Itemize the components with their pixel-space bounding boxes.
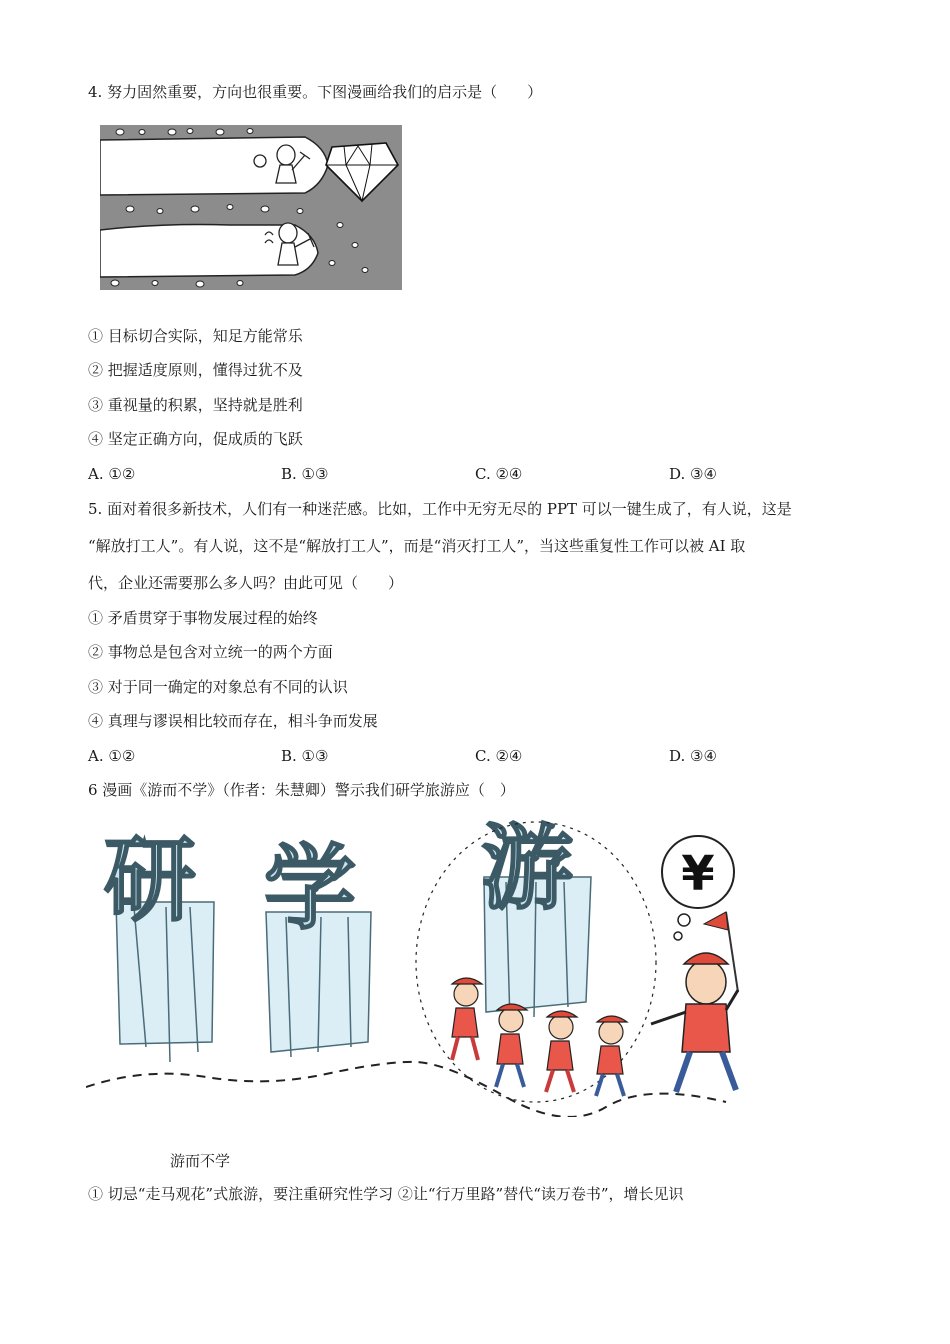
child-figure-2 xyxy=(496,1004,527,1087)
comic-char-3: 游 xyxy=(481,815,574,922)
yuan-sign-icon: ¥ xyxy=(681,846,715,902)
q4-option-b[interactable]: B. ①③ xyxy=(281,465,329,483)
child-figure-3 xyxy=(546,1011,577,1092)
dashed-path xyxy=(86,1062,726,1117)
q5-stem-line-2: “解放打工人”。有人说，这不是“解放打工人”，而是“消灭打工人”，当这些重复性工作可以被 AI 取 xyxy=(88,537,746,555)
q6-items-line: ① 切忌“走马观花”式旅游，要注重研究性学习 ②让“行万里路”替代“读万卷书”，增长见识 xyxy=(88,1185,684,1203)
guide-figure xyxy=(651,953,738,1092)
q6-stem: 6 漫画《游而不学》（作者：朱慧卿）警示我们研学旅游应（ ） xyxy=(88,781,515,799)
q4-item-4: ④ 坚定正确方向，促成质的飞跃 xyxy=(88,430,303,448)
upper-tunnel xyxy=(100,137,328,195)
comic-char-2: 学 xyxy=(264,835,357,942)
q4-item-3: ③ 重视量的积累，坚持就是胜利 xyxy=(88,396,303,414)
q4-option-a[interactable]: A. ①② xyxy=(88,465,136,483)
tunnel-digging-cartoon xyxy=(100,125,402,290)
q4-stem: 4. 努力固然重要，方向也很重要。下图漫画给我们的启示是（ ） xyxy=(88,83,543,101)
q4-option-c[interactable]: C. ②④ xyxy=(475,465,523,483)
q5-item-1: ① 矛盾贯穿于事物发展过程的始终 xyxy=(88,609,318,627)
comic-char-1: 研 xyxy=(104,827,197,934)
q5-item-2: ② 事物总是包含对立统一的两个方面 xyxy=(88,643,333,661)
q5-item-4: ④ 真理与谬误相比较而存在，相斗争而发展 xyxy=(88,712,378,730)
q5-option-c[interactable]: C. ②④ xyxy=(475,747,523,765)
q5-stem-line-1: 5. 面对着很多新技术，人们有一种迷茫感。比如，工作中无穷无尽的 PPT 可以一键生成了，有人说，这是 xyxy=(88,500,792,518)
study-tour-cartoon xyxy=(86,812,751,1117)
q4-item-1: ① 目标切合实际，知足方能常乐 xyxy=(88,327,303,345)
q5-option-b[interactable]: B. ①③ xyxy=(281,747,329,765)
q4-option-d[interactable]: D. ③④ xyxy=(669,465,717,483)
child-figure-4 xyxy=(596,1016,627,1096)
q4-item-2: ② 把握适度原则，懂得过犹不及 xyxy=(88,361,303,379)
child-figure-1 xyxy=(452,978,482,1060)
q6-cartoon-caption: 游而不学 xyxy=(170,1152,231,1170)
q5-stem-line-3: 代，企业还需要那么多人吗？由此可见（ ） xyxy=(88,574,404,592)
q5-option-d[interactable]: D. ③④ xyxy=(669,747,717,765)
q5-item-3: ③ 对于同一确定的对象总有不同的认识 xyxy=(88,678,348,696)
q5-option-a[interactable]: A. ①② xyxy=(88,747,136,765)
